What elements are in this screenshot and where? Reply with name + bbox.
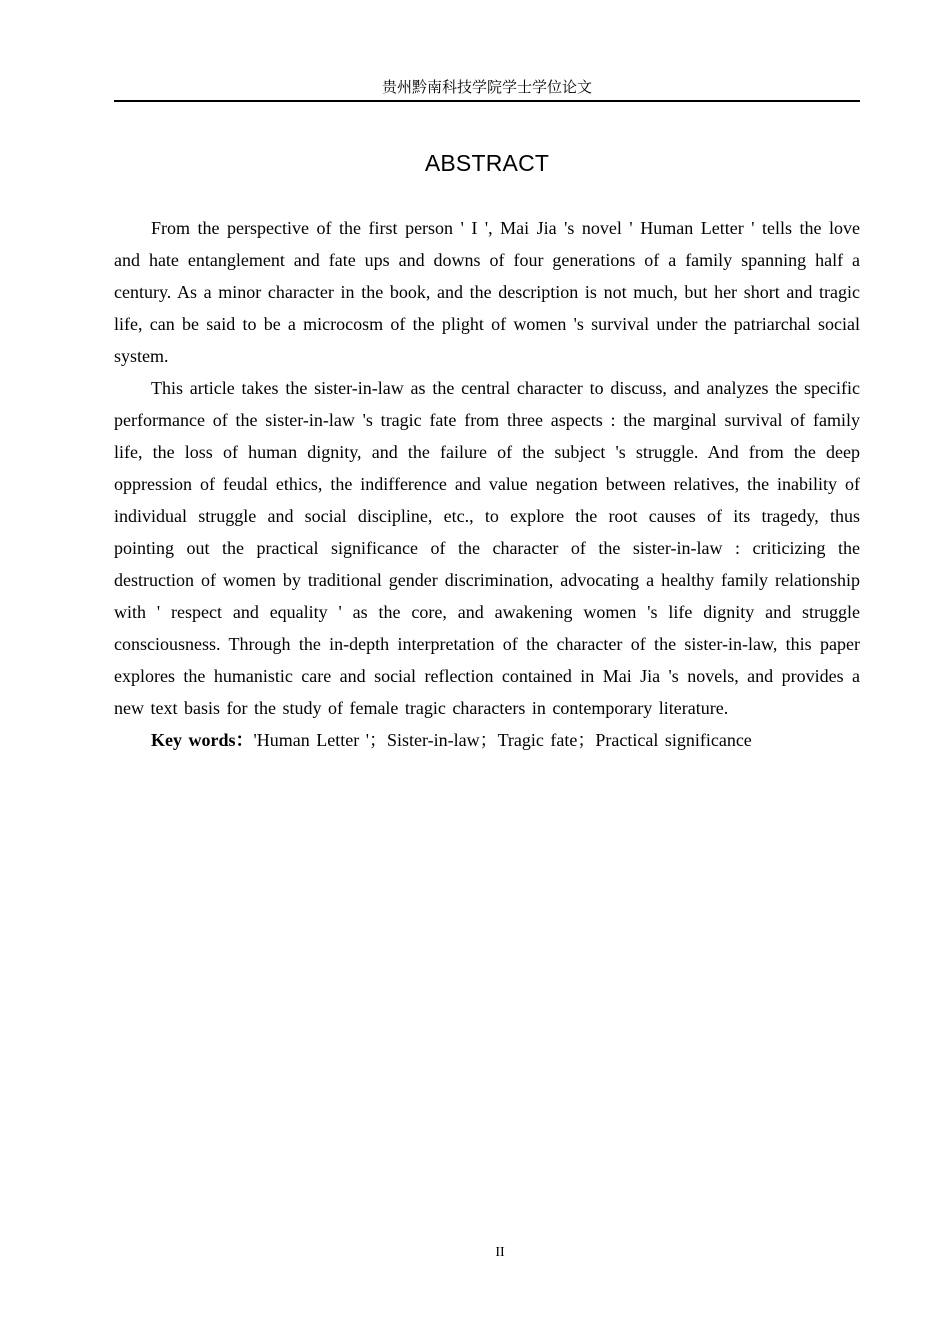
keywords-text: 'Human Letter '；Sister-in-law；Tragic fate；Practical significance	[253, 730, 752, 750]
keywords-line	[114, 724, 860, 756]
abstract-body	[114, 212, 860, 756]
abstract-paragraph-2: This article takes the sister-in-law as the central character to discuss, and analyzes the specific performance of the sister-in-law 's tragic fate from three aspects : the marginal survival of family life, the loss of human dignity, and the failure of the subject 's struggle. And from the deep oppression of feudal ethics, the indifference and value negation between relatives, the inability of individual struggle and social discipline, etc., to explore the root causes of its tragedy, thus pointing out the practical significance of the character of the sister-in-law : criticizing the destruction of women by traditional gender discrimination, advocating a healthy family relationship with ' respect and equality ' as the core, and awakening women 's life dignity and struggle consciousness. Through the in-depth interpretation of the character of the sister-in-law, this paper explores the humanistic care and social reflection contained in Mai Jia 's novels, and provides a new text basis for the study of female tragic characters in contemporary literature.	[114, 378, 860, 718]
keywords-label: Key words：	[151, 730, 254, 750]
page-number: II	[495, 1245, 505, 1260]
header-rule	[114, 100, 860, 102]
abstract-paragraph-1: From the perspective of the first person ' I ', Mai Jia 's novel ' Human Letter ' tells the love and hate entanglement and fate ups and downs of four generations of a family spanning half a century. As a minor character in the book, and the description is not much, but her short and tragic life, can be said to be a microcosm of the plight of women 's survival under the patriarchal social system.	[114, 218, 860, 366]
abstract-title: ABSTRACT	[424, 150, 550, 176]
running-header: 贵州黔南科技学院学士学位论文	[381, 78, 592, 96]
